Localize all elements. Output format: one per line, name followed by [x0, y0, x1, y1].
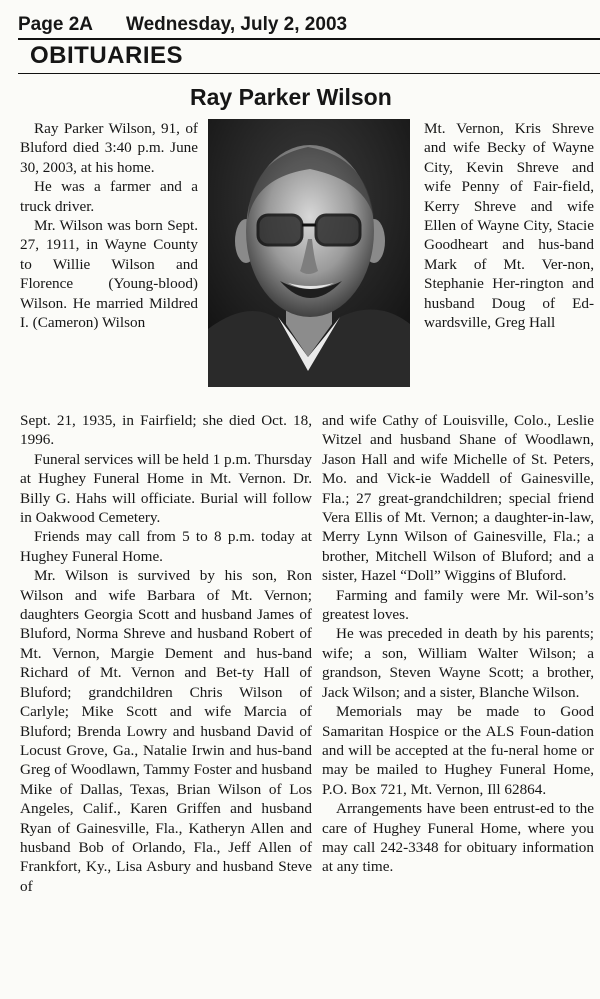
paragraph: and wife Cathy of Louisville, Colo., Leslie Witzel and husband Shane of Woodlawn, Jason Hall and wife Michelle of St. Peters, Mo. and Vick-ie Waddell of Gainesville, Fla.; 27 great-grandchildren; special friend Vera Ellis of Mt. Vernon; a daughter-in-law, Merry Lynn Wilson of Gainesville, Fla.; a brother, Mitchell Wilson of Bluford; and a sister, Hazel “Doll” Wiggins of Bluford.	[322, 412, 594, 585]
publication-date: Wednesday, July 2, 2003	[126, 14, 348, 35]
paragraph: Friends may call from 5 to 8 p.m. today at Hughey Funeral Home.	[20, 528, 312, 565]
paragraph: Ray Parker Wilson, 91, of Bluford died 3:40 p.m. June 30, 2003, at his home.	[20, 120, 198, 176]
portrait-icon	[208, 119, 410, 387]
section-rule	[18, 73, 600, 74]
paragraph: Farming and family were Mr. Wil-son’s greatest loves.	[322, 586, 594, 624]
header-rule	[18, 38, 600, 40]
portrait-photo	[208, 119, 410, 387]
paragraph: Mr. Wilson is survived by his son, Ron Wilson and wife Barbara of Mt. Vernon; daughters Georgia Scott and husband James of Bluford, Norma Shreve and husband Robert of Mt. Vernon, Margie Dement and hus-band Richard of Mt. Vernon and Bet-ty Hall of Bluford; grandchildren Chris Wilson of Carlyle; Mike Scott and wife Marcia of Bluford; Brenda Lowry and husband David of Locust Grove, Ga., Natalie Irwin and hus-band Greg of Woodlawn, Tammy Foster and husband Mike of Dallas, Texas, Brian Wilson of Los Angeles, Calif., Karen Griffen and husband Ryan of Gainesville, Fla., Katheryn Allen and husband Bob of Orlando, Fla., Jeff Allen of Frankfort, Ky., Lisa Asbury and husband Steve of	[20, 567, 312, 895]
page-header	[18, 12, 600, 38]
paragraph: Mt. Vernon, Kris Shreve and wife Becky of Wayne City, Kevin Shreve and wife Penny of Fair-field, Kerry Shreve and wife Ellen of Wayne City, Stacie Goodheart and hus-band Mark of Mt. Ver-non, Stephanie Her-rington and husband Doug of Ed-wardsville, Greg Hall	[424, 120, 594, 332]
paragraph: He was a farmer and a truck driver.	[20, 178, 198, 215]
paragraph: Arrangements have been entrust-ed to the care of Hughey Funeral Home, where you may call 242-3348 for obituary information at any time.	[322, 800, 594, 876]
column-1-lower	[20, 411, 312, 896]
paragraph: Mr. Wilson was born Sept. 27, 1911, in Wayne County to Willie Wilson and Florence (Young-blood) Wilson. He married Mildred I. (Cameron) Wilson	[20, 217, 198, 332]
page-number: Page 2A	[18, 14, 93, 35]
section-title: OBITUARIES	[30, 42, 184, 69]
column-2-lower	[322, 411, 594, 877]
paragraph: Memorials may be made to Good Samaritan Hospice or the ALS Foun-dation and will be accepted at the fu-neral home or may be mailed to Hughey Funeral Home, P.O. Box 721, Mt. Vernon, Ill 62864.	[322, 703, 594, 798]
paragraph: He was preceded in death by his parents; wife; a son, William Walter Wilson; a grandson, Steven Wayne Scott; a brother, Jack Wilson; and a sister, Blanche Wilson.	[322, 625, 594, 701]
paragraph: Funeral services will be held 1 p.m. Thursday at Hughey Funeral Home in Mt. Vernon. Dr. Billy G. Hahs will officiate. Burial will follow in Oakwood Cemetery.	[20, 450, 312, 527]
column-1-upper	[20, 119, 198, 332]
column-2-upper	[424, 119, 594, 332]
paragraph: Sept. 21, 1935, in Fairfield; she died Oct. 18, 1996.	[20, 412, 312, 449]
obituary-headline: Ray Parker Wilson	[190, 84, 392, 110]
